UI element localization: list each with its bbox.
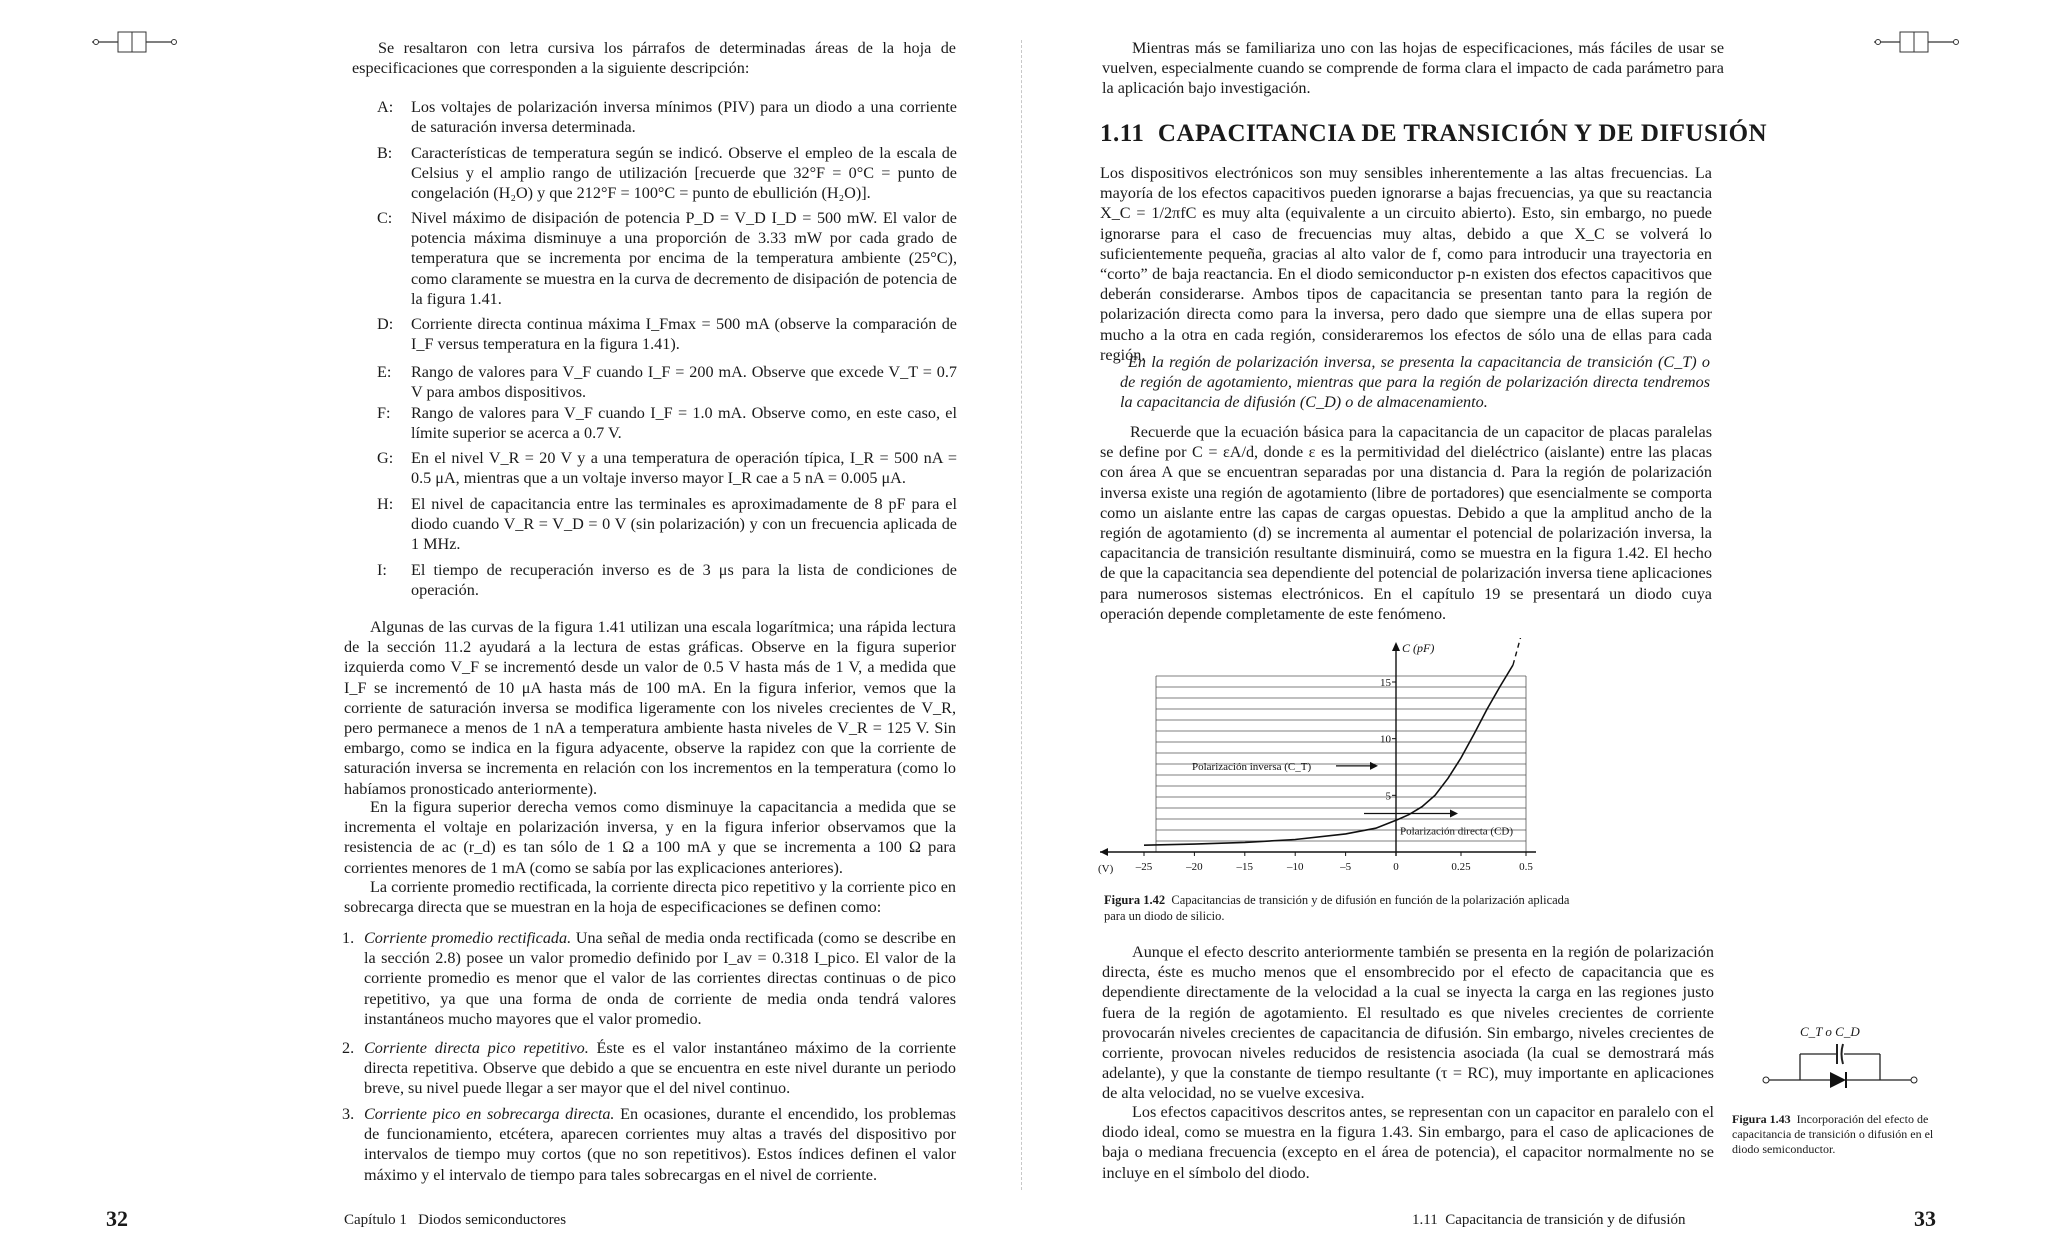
series-line (1144, 820, 1396, 845)
item-label: E: (377, 363, 392, 381)
item-text: Rango de valores para V_F cuando I_F = 1.0 mA. Observe como, en este caso, el límite superior se acerca a 0.7 V. (411, 404, 957, 443)
footer-section: 1.11 Capacitancia de transición y de difusión (1412, 1212, 1686, 1228)
paragraph-diode-model: Los efectos capacitivos descritos antes, se representan con un capacitor en paralelo con el diodo ideal, como se muestra en la figura 1.43. Sin embargo, para el caso de aplicaciones de baja o mediana frecuencia (excepto en el área de potencia), el capacitor normalmente no se incluye en el símbolo del diodo. (1102, 1103, 1714, 1182)
intro-paragraph: Mientras más se familiariza uno con las hojas de especificaciones, más fáciles de usar se vuelven, especialmente cuando se comprende de forma clara el impacto de cada parámetro para la aplicación bajo investigación. (1102, 39, 1724, 98)
list-item-i (377, 560, 957, 600)
diode-capacitor-symbol (1760, 1040, 1920, 1100)
list-item-g (377, 448, 957, 488)
paragraph-italic-definition: En la región de polarización inversa, se presenta la capacitancia de transición (C_T) o de región de agotamiento, mientras que para la región de polarización directa tendremos la capacitancia de difusión (C_D) o de almacenamiento. (1120, 353, 1710, 412)
item-text: Rango de valores para V_F cuando I_F = 200 mA. Observe que excede V_T = 0.7 V para ambos dispositivos. (411, 363, 957, 402)
diode-margin-icon (1874, 28, 1960, 56)
item-text: Éste es el valor instantáneo máximo de la corriente directa repetitiva. Observe que debido a que se encuentra en este nivel durante un periodo breve, su nivel puede llegar a ser mayor que el del nivel continuo. (364, 1039, 956, 1098)
diode-margin-icon (92, 28, 178, 56)
page-number-right: 33 (1914, 1206, 1936, 1231)
numbered-item-2 (342, 1038, 956, 1098)
caption-text: Capacitancias de transición y de difusión en función de la polarización aplicada para un diodo de silicio. (1104, 893, 1570, 923)
x-tick-label: –25 (1135, 861, 1153, 873)
annotation-forward-bias: Polarización directa (CD) (1400, 825, 1514, 838)
intro-paragraph: Se resaltaron con letra cursiva los párrafos de determinadas áreas de la hoja de especificaciones que corresponden a la siguiente descripción: (352, 39, 956, 78)
caption-label: Figura 1.42 (1104, 893, 1166, 907)
item-body (364, 1038, 956, 1099)
item-label: B: (377, 144, 393, 162)
item-text: Características de temperatura según se indicó. Observe el empleo de la escala de Celsius y el amplio rango de utilización [recuerde que 32°F = 0°C = punto de congelación (H₂O) y que 212°F = 100°C = punto de ebullición (H₂O)]. (411, 144, 957, 203)
item-label: H: (377, 495, 394, 513)
caption-label: Figura 1.43 (1732, 1112, 1791, 1126)
item-text: En ocasiones, durante el encendido, los problemas de funcionamiento, etcétera, aparecen corrientes muy altas a través del dispositivo por intervalos de tiempo muy cortos (que no son repetitivos). Estos índices definen el valor máximo y el intervalo de tiempo para tales sobrecargas en el nivel de corriente. (364, 1105, 956, 1184)
item-title: Corriente directa pico repetitivo. (364, 1039, 589, 1057)
x-tick-label: –15 (1236, 861, 1254, 873)
item-label: A: (377, 98, 394, 116)
x-axis-arrow (1100, 848, 1108, 856)
item-text: En el nivel V_R = 20 V y a una temperatura de operación típica, I_R = 500 nA = 0.5 μA, mientras que a un voltaje inverso mayor I_R cae a 5 nA = 0.005 μA. (411, 449, 957, 488)
item-title: Corriente promedio rectificada. (364, 929, 572, 947)
paragraph-capacitance-curves: En la figura superior derecha vemos como disminuye la capacitancia a medida que se incrementa el voltaje en polarización inversa, y en la figura inferior observamos que la resistencia de ac (r_d) es tan sólo de 1 Ω a 100 mA y que se incrementa a 100 Ω para corrientes menores de 1 mA (como se sabía por las explicaciones anteriores). (344, 798, 956, 877)
item-body (364, 1104, 956, 1185)
item-text: El tiempo de recuperación inverso es de 3 μs para la lista de condiciones de operación. (411, 561, 957, 600)
section-number: 1.11 (1100, 120, 1145, 147)
item-label: D: (377, 315, 394, 333)
item-number: 1. (342, 929, 355, 947)
item-number: 3. (342, 1105, 355, 1123)
caption-text: Incorporación del efecto de capacitancia de transición o difusión en el diodo semiconductor. (1732, 1112, 1934, 1156)
item-text: Nivel máximo de disipación de potencia P_D = V_D I_D = 500 mW. El valor de potencia máxima disminuye a una proporción de 3.33 mW por cada grado de temperatura que se incrementa por encima de la temperatura ambiente (25°C), como claramente se muestra en la curva de decremento de disipación de potencia de la figura 1.41. (411, 209, 957, 308)
figure-1-42-caption (1104, 892, 1584, 924)
numbered-item-1 (342, 928, 956, 1028)
paragraph-currents-intro: La corriente promedio rectificada, la corriente directa pico repetitivo y la corriente pico en sobrecarga directa que se muestran en la hoja de especificaciones se definen como: (344, 878, 956, 917)
x-tick-label: –10 (1286, 861, 1304, 873)
x-tick-label: –5 (1340, 861, 1352, 873)
figure-1-43-label: C_T o C_D (1800, 1024, 1860, 1039)
paragraph-high-frequency: Los dispositivos electrónicos son muy sensibles inherentemente a las altas frecuencias. La mayoría de los efectos capacitivos pueden ignorarse a bajas frecuencias, ya que su reactancia X_C = 1/2πfC es muy alta (equivalente a un circuito abierto). Esto, sin embargo, no puede ignorarse para el caso de frecuencias muy altas, debido a que X_C se volverá lo suficientemente pequeña, gracias al alto valor de f, como para introducir una trayectoria en “corto” de baja reactancia. En el diodo semiconductor p-n existen dos efectos capacitivos que deberán considerarse. Ambos tipos de capacitancia se presentan tanto para la región de polarización directa como para la inversa, pero dado que siempre una de ellas supera por mucho a la otra en cada región, consideraremos los efectos de sólo una de ellas para cada región. (1100, 164, 1712, 364)
right-page (1020, 0, 2048, 1244)
item-label: C: (377, 209, 393, 227)
item-number: 2. (342, 1039, 355, 1057)
y-tick-label: 10 (1380, 733, 1391, 746)
annotation-arrowhead (1450, 809, 1458, 817)
x-tick-label: 0 (1393, 861, 1399, 873)
numbered-item-3 (342, 1104, 956, 1184)
footer-chapter: Capítulo 1 Diodos semiconductores (344, 1212, 567, 1228)
section-title: CAPACITANCIA DE TRANSICIÓN Y DE DIFUSIÓN (1157, 120, 1768, 147)
item-label: G: (377, 449, 394, 467)
section-heading (1100, 120, 1767, 148)
paragraph-log-curves: Algunas de las curvas de la figura 1.41 utilizan una escala logarítmica; una rápida lectura de la sección 11.2 ayudará a la lectura de estas gráficas. Observe en la figura superior izquierda como V_F se incrementó desde un valor de 0.5 V hasta más de 1 V, a medida que I_F se incrementó de 10 μA hasta más de 100 mA. En la figura inferior, vemos que la corriente de saturación inversa se modifica ligeramente con los niveles crecientes de V_R, pero permanece a menos de 1 nA a temperatura ambiente hasta niveles de V_R = 125 V. Sin embargo, como se indica en la figura adyacente, observe la rapidez con que la corriente de saturación inversa se incrementa en relación con los incrementos en la temperatura (como lo habíamos pronosticado anteriormente). (344, 618, 956, 798)
y-axis-label: C (pF) (1402, 641, 1435, 655)
list-item-c (377, 208, 957, 308)
x-tick-label: 0.25 (1451, 861, 1471, 873)
item-text: Los voltajes de polarización inversa mínimos (PIV) para un diodo a una corriente de saturación inversa determinada. (411, 98, 957, 137)
page-number-left: 32 (106, 1206, 128, 1231)
list-item-f (377, 403, 957, 443)
item-text: El nivel de capacitancia entre las terminales es aproximadamente de 8 pF para el diodo cuando V_R = V_D = 0 V (sin polarización) y con un frecuencia aplicada de 1 MHz. (411, 495, 957, 554)
left-page (0, 0, 1020, 1244)
series-extension (1513, 638, 1521, 665)
y-tick-label: 15 (1380, 677, 1391, 689)
list-item-a (377, 97, 957, 137)
figure-1-43-caption (1732, 1112, 1944, 1157)
y-axis-arrow (1392, 642, 1400, 651)
paragraph-forward-bias: Aunque el efecto descrito anteriormente también se presenta en la región de polarización directa, éste es mucho menos que el ensombrecido por el efecto de capacitancia que es dependiente directamente de la velocidad a la cual se inyecta la carga en las regiones justo fuera de la región de agotamiento. El resultado es que niveles crecientes de corriente provocarán niveles crecientes de capacitancia de difusión. Sin embargo, niveles crecientes de corriente, provocan niveles reducidos de resistencia asociada (la cual se demostrará más adelante), y que la constante de tiempo resultante (τ = RC), muy importante en aplicaciones de alta velocidad, no se vuelve excesiva. (1102, 943, 1714, 1103)
x-tick-label: –20 (1186, 861, 1203, 873)
list-item-e (377, 362, 957, 402)
capacitance-chart (1096, 638, 1566, 888)
paragraph-parallel-plates: Recuerde que la ecuación básica para la capacitancia de un capacitor de placas paralelas se define por C = εA/d, donde ε es la permitividad del dieléctrico (aislante) entre las placas con área A que se encuentran separadas por una distancia d. Para la región de polarización inversa existe una región de agotamiento (libre de portadores) que esencialmente se comporta como un aislante entre las capas de cargas opuestas. Debido a que la amplitud ancho de la región de agotamiento (d) se incrementa al aumentar el potencial de polarización inversa, la capacitancia de transición resultante disminuirá, como se muestra en la figura 1.42. El hecho de que la capacitancia sea dependiente del potencial de polarización inversa tiene aplicaciones para numerosos sistemas electrónicos. En el capítulo 19 se presentará un diodo cuya operación depende completamente de este fenómeno. (1100, 423, 1712, 623)
list-item-d (377, 314, 957, 354)
item-text: Corriente directa continua máxima I_Fmax = 500 mA (observe la comparación de I_F versus temperatura en la figura 1.41). (411, 315, 957, 354)
item-label: F: (377, 404, 391, 422)
item-body (364, 928, 956, 1029)
annotation-reverse-bias: Polarización inversa (C_T) (1192, 760, 1312, 773)
annotation-arrowhead (1370, 762, 1378, 770)
list-item-h (377, 494, 957, 554)
x-axis-label: (V) (1098, 863, 1114, 875)
item-label: I: (377, 561, 387, 579)
item-text: Una señal de media onda rectificada (como se describe en la sección 2.8) posee un valor promedio definido por I_av = 0.318 I_pico. El valor de la corriente promedio es menor que el valor de las corrientes directas continuas o de pico repetitivo, ya que una forma de onda de corriente de media onda tendrá valores instantáneos mucho mayores que el valor promedio. (364, 929, 956, 1028)
item-title: Corriente pico en sobrecarga directa. (364, 1105, 615, 1123)
x-tick-label: 0.5 (1519, 861, 1533, 873)
y-tick-label: 5 (1385, 790, 1391, 803)
